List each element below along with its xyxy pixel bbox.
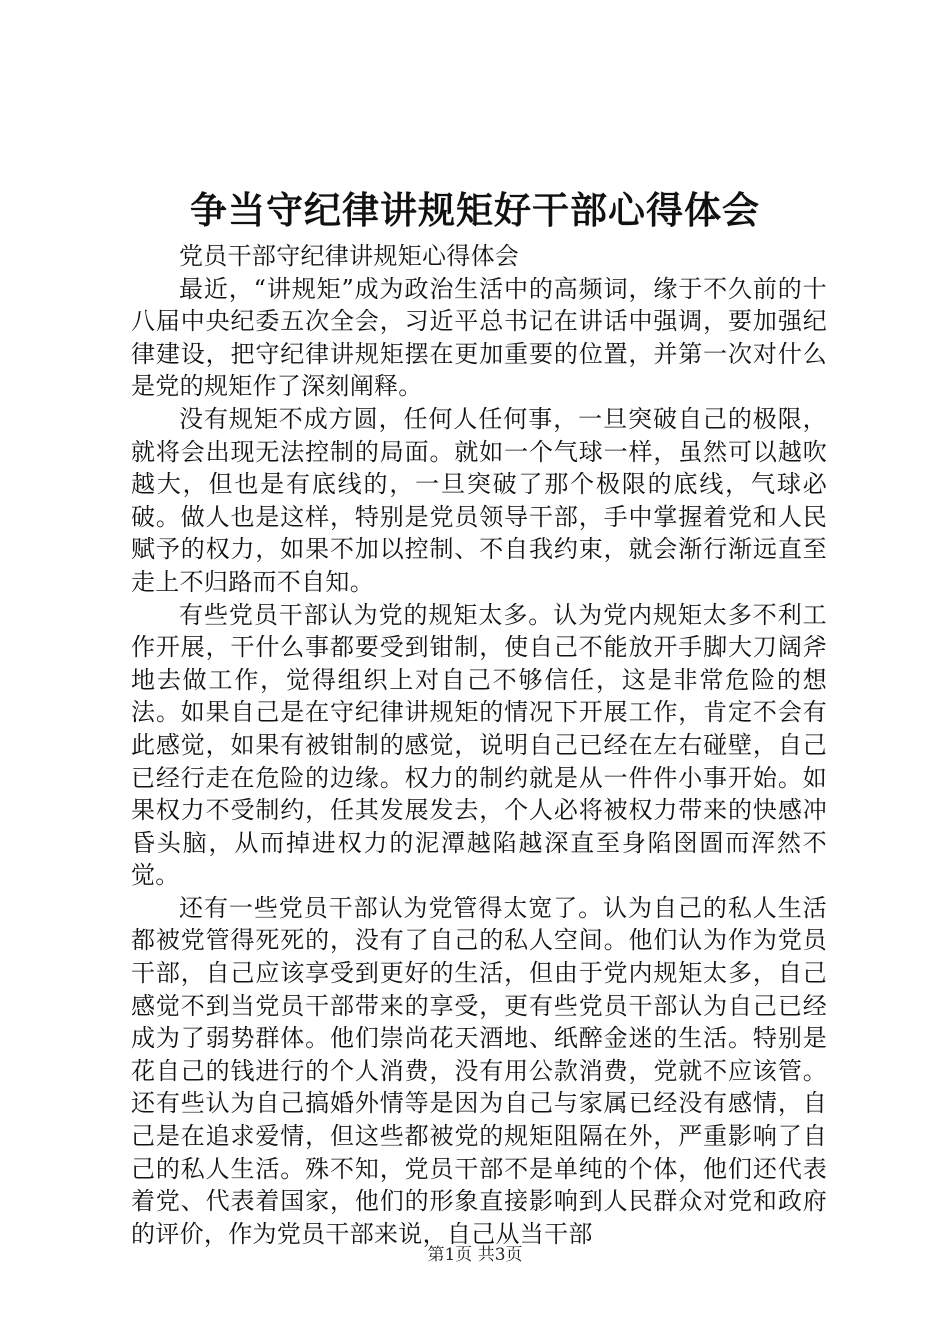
page-number-label: 第1页 共3页: [427, 1245, 523, 1265]
page-footer: [0, 1244, 950, 1266]
paragraph-2: 没有规矩不成方圆，任何人任何事，一旦突破自己的极限，就将会出现无法控制的局面。就如一个气球一样，虽然可以越吹越大，但也是有底线的，一旦突破了那个极限的底线，气球必破。做人也是这样，特别是党员领导干部，手中掌握着党和人民赋予的权力，如果不加以控制、不自我约束，就会渐行渐远直至走上不归路而不自知。: [131, 404, 827, 596]
document-body: [131, 240, 827, 1250]
paragraph-1: 最近，“讲规矩”成为政治生活中的高频词，缘于不久前的十八届中央纪委五次全会，习近平总书记在讲话中强调，要加强纪律建设，把守纪律讲规矩摆在更加重要的位置，并第一次对什么是党的规矩作了深刻阐释。: [131, 274, 827, 401]
document-title: 争当守纪律讲规矩好干部心得体会: [190, 188, 760, 232]
paragraph-subtitle: 党员干部守纪律讲规矩心得体会: [179, 242, 520, 270]
paragraph-4: 还有一些党员干部认为党管得太宽了。认为自己的私人生活都被党管得死死的，没有了自己的私人空间。他们认为作为党员干部，自己应该享受到更好的生活，但由于党内规矩太多，自己感觉不到当党员干部带来的享受，更有些党员干部认为自己已经成为了弱势群体。他们崇尚花天酒地、纸醉金迷的生活。特别是花自己的钱进行的个人消费，没有用公款消费，党就不应该管。还有些认为自己搞婚外情等是因为自己与家属已经没有感情，自己是在追求爱情，但这些都被党的规矩阻隔在外，严重影响了自己的私人生活。殊不知，党员干部不是单纯的个体，他们还代表着党、代表着国家，他们的形象直接影响到人民群众对党和政府的评价，作为党员干部来说，自己从当干部: [131, 893, 827, 1248]
paragraph-3: 有些党员干部认为党的规矩太多。认为党内规矩太多不利工作开展，干什么事都要受到钳制，使自己不能放开手脚大刀阔斧地去做工作，觉得组织上对自己不够信任，这是非常危险的想法。如果自己是在守纪律讲规矩的情况下开展工作，肯定不会有此感觉，如果有被钳制的感觉，说明自己已经在左右碰壁，自己已经行走在危险的边缘。权力的制约就是从一件件小事开始。如果权力不受制约，任其发展发去，个人必将被权力带来的快感冲昏头脑，从而掉进权力的泥潭越陷越深直至身陷囹圄而浑然不觉。: [131, 600, 827, 890]
